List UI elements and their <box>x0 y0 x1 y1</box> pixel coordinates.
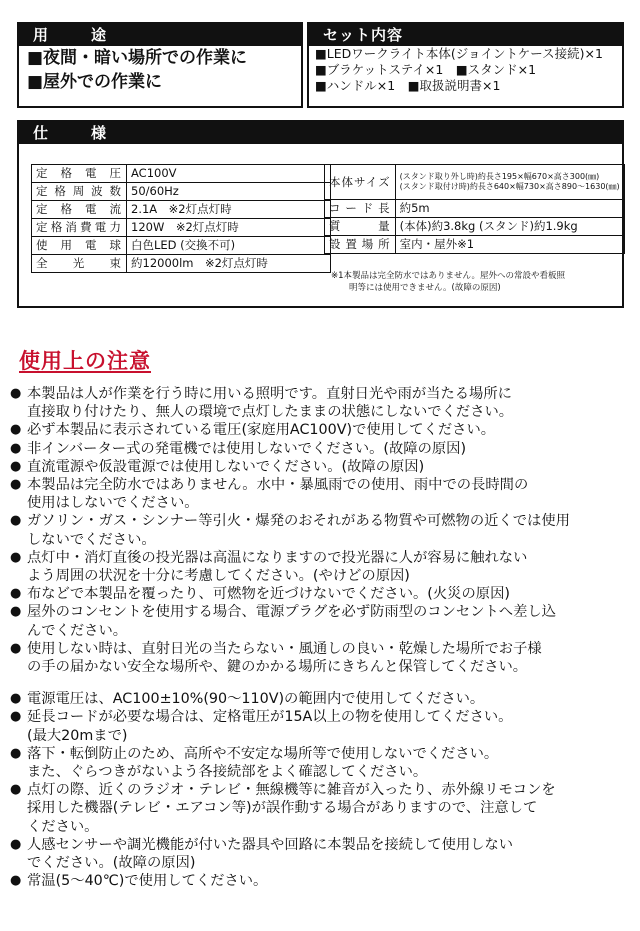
bullet-icon: ● <box>10 604 22 620</box>
spec-row <box>325 236 625 254</box>
caution-item <box>10 476 632 512</box>
caution-line: ガソリン・ガス・シンナー等引火・爆発のおそれがある物質や可燃物の近くでは使用 <box>27 513 570 530</box>
bullet-icon: ● <box>10 640 22 656</box>
spec-title: 仕 様 <box>19 122 622 144</box>
bullet-icon: ● <box>10 513 22 529</box>
caution-item-text <box>27 640 632 676</box>
caution-item <box>10 421 632 439</box>
bullet-icon: ● <box>10 549 22 565</box>
caution-item-text <box>27 836 632 872</box>
bullet-icon: ● <box>10 691 22 707</box>
spec-row <box>32 255 331 273</box>
spec-row <box>32 219 331 237</box>
caution-item-text <box>27 690 632 708</box>
caution-line: 延長コードが必要な場合は、定格電圧が15A以上の物を使用してください。 <box>27 709 513 726</box>
caution-line: 採用した機器(テレビ・エアコン等)が誤作動する場合がありますので、注意して <box>27 800 538 817</box>
spec-value: 室内・屋外※1 <box>395 236 624 254</box>
caution-line: 直流電源や仮設電源では使用しないでください。(故障の原因) <box>27 458 425 475</box>
caution-line: 布などで本製品を覆ったり、可燃物を近づけないでください。(火災の原因) <box>27 586 510 603</box>
size-line: (スタンド取付け時)約長さ640×幅730×高さ890〜1630(㎜) <box>399 182 620 191</box>
caution-item-text <box>27 385 632 421</box>
bullet-icon: ● <box>10 836 22 852</box>
spec-row <box>325 165 625 200</box>
set-contents-title: セット内容 <box>309 24 622 46</box>
set-contents-line: ■ハンドル×1 ■取扱説明書×1 <box>315 78 501 93</box>
spec-value: 50/60Hz <box>127 183 331 201</box>
caution-item-text <box>27 708 632 744</box>
usage-line: ■夜間・暗い場所での作業に <box>27 48 248 68</box>
spec-value: AC100V <box>127 165 331 183</box>
caution-group <box>10 690 632 890</box>
caution-item <box>10 458 632 476</box>
bullet-icon: ● <box>10 386 22 401</box>
caution-line: ください。 <box>27 818 99 835</box>
spec-value: (本体)約3.8kg (スタンド)約1.9kg <box>395 218 624 236</box>
caution-line: よう周囲の状況を十分に考慮してください。(やけどの原因) <box>27 568 410 585</box>
spec-key: 本体サイズ <box>325 165 396 200</box>
caution-item <box>10 690 632 708</box>
caution-line: 点灯中・消灯直後の投光器は高温になりますので投光器に人が容易に触れない <box>27 549 528 566</box>
spec-note-line: 明等には使用できません。(故障の原因) <box>349 283 501 293</box>
caution-line: 屋外のコンセントを使用する場合、電源プラグを必ず防雨型のコンセントへ差し込 <box>27 604 556 621</box>
caution-item-text <box>27 476 632 512</box>
bullet-icon: ● <box>10 458 22 474</box>
usage-line: ■屋外での作業に <box>27 72 163 92</box>
caution-line: の手の届かない安全な場所や、鍵のかかる場所にきちんと保管してください。 <box>27 659 528 676</box>
caution-line: また、ぐらつきがないよう各接続部をよく確認してください。 <box>27 764 428 781</box>
spec-key: 定格電圧 <box>32 165 127 183</box>
spec-box <box>17 120 624 308</box>
caution-line: 本製品は人が作業を行う時に用いる照明です。直射日光や雨が当たる場所に <box>27 386 512 402</box>
bullet-icon: ● <box>10 782 22 798</box>
caution-item-text <box>27 745 632 781</box>
caution-item <box>10 549 632 585</box>
caution-item-text <box>27 781 632 836</box>
caution-item-text <box>27 585 632 603</box>
spec-note-line: ※1本製品は完全防水ではありません。屋外への常設や看板照 <box>331 271 566 281</box>
caution-item <box>10 640 632 676</box>
caution-item-text <box>27 512 632 548</box>
spec-row <box>325 200 625 218</box>
set-contents-line: ■ブラケットステイ×1 ■スタンド×1 <box>315 62 537 77</box>
caution-item <box>10 745 632 781</box>
bullet-icon: ● <box>10 745 22 761</box>
caution-group <box>10 385 632 676</box>
spec-value: 白色LED (交換不可) <box>127 237 331 255</box>
spec-value: 2.1A ※2灯点灯時 <box>127 201 331 219</box>
caution-line: 人感センサーや調光機能が付いた器具や回路に本製品を接続して使用しない <box>27 836 514 853</box>
bullet-icon: ● <box>10 477 22 493</box>
caution-line: 非インバーター式の発電機では使用しないでください。(故障の原因) <box>27 440 467 457</box>
spec-table-left <box>31 164 331 273</box>
caution-line: しないでください。 <box>27 531 156 548</box>
spec-value: 約12000lm ※2灯点灯時 <box>127 255 331 273</box>
set-contents-line: ■LEDワークライト本体(ジョイントケース接続)×1 <box>315 46 603 61</box>
set-contents-box <box>307 22 624 108</box>
spec-value: 120W ※2灯点灯時 <box>127 219 331 237</box>
caution-item-text <box>27 421 632 439</box>
bullet-icon: ● <box>10 873 22 889</box>
caution-item <box>10 836 632 872</box>
caution-line: 使用しない時は、直射日光の当たらない・風通しの良い・乾燥した場所でお子様 <box>27 640 542 657</box>
spec-row <box>32 201 331 219</box>
caution-item-text <box>27 440 632 458</box>
caution-item-text <box>27 872 632 890</box>
caution-item <box>10 781 632 836</box>
caution-item <box>10 385 632 421</box>
spec-row <box>325 218 625 236</box>
caution-item <box>10 872 632 890</box>
size-line: (スタンド取り外し時)約長さ195×幅670×高さ300(㎜) <box>399 172 600 181</box>
caution-list <box>10 385 632 890</box>
spec-row <box>32 237 331 255</box>
caution-item <box>10 603 632 639</box>
spec-value: 約5m <box>395 200 624 218</box>
spec-key: 全光束 <box>32 255 127 273</box>
caution-item-text <box>27 458 632 476</box>
caution-line: んでください。 <box>27 622 128 639</box>
spec-key: コード長 <box>325 200 396 218</box>
spec-row <box>32 165 331 183</box>
caution-item <box>10 585 632 603</box>
caution-item-text <box>27 549 632 585</box>
caution-item <box>10 708 632 744</box>
spec-value <box>395 165 624 200</box>
usage-title: 用 途 <box>19 24 301 46</box>
caution-line: (最大20mまで) <box>27 727 128 744</box>
spec-row <box>32 183 331 201</box>
caution-line: でください。(故障の原因) <box>27 855 196 872</box>
spec-table-right <box>324 164 625 254</box>
spec-note <box>331 270 619 294</box>
spec-key: 使用電球 <box>32 237 127 255</box>
group-divider <box>10 676 632 690</box>
spec-key: 設置場所 <box>325 236 396 254</box>
caution-line: 使用はしないでください。 <box>27 495 199 512</box>
caution-item <box>10 440 632 458</box>
caution-line: 常温(5〜40℃)で使用してください。 <box>27 873 268 890</box>
spec-key: 定格消費電力 <box>32 219 127 237</box>
caution-item-text <box>27 603 632 639</box>
bullet-icon: ● <box>10 586 22 602</box>
caution-title: 使用上の注意 <box>19 349 151 373</box>
caution-item <box>10 512 632 548</box>
bullet-icon: ● <box>10 440 22 456</box>
spec-key: 定格周波数 <box>32 183 127 201</box>
caution-line: 電源電圧は、AC100±10%(90〜110V)の範囲内で使用してください。 <box>27 691 485 708</box>
bullet-icon: ● <box>10 709 22 725</box>
caution-line: 点灯の際、近くのラジオ・テレビ・無線機等に雑音が入ったり、赤外線リモコンを <box>27 782 556 799</box>
caution-line: 必ず本製品に表示されている電圧(家庭用AC100V)で使用してください。 <box>27 422 496 439</box>
caution-line: 本製品は完全防水ではありません。水中・暴風雨での使用、雨中での長時間の <box>27 477 529 494</box>
spec-key: 定格電流 <box>32 201 127 219</box>
caution-line: 直接取り付けたり、無人の環境で点灯したままの状態にしないでください。 <box>27 404 514 421</box>
spec-key: 質量 <box>325 218 396 236</box>
caution-line: 落下・転倒防止のため、高所や不安定な場所等で使用しないでください。 <box>27 745 499 762</box>
usage-box <box>17 22 303 108</box>
bullet-icon: ● <box>10 422 22 438</box>
